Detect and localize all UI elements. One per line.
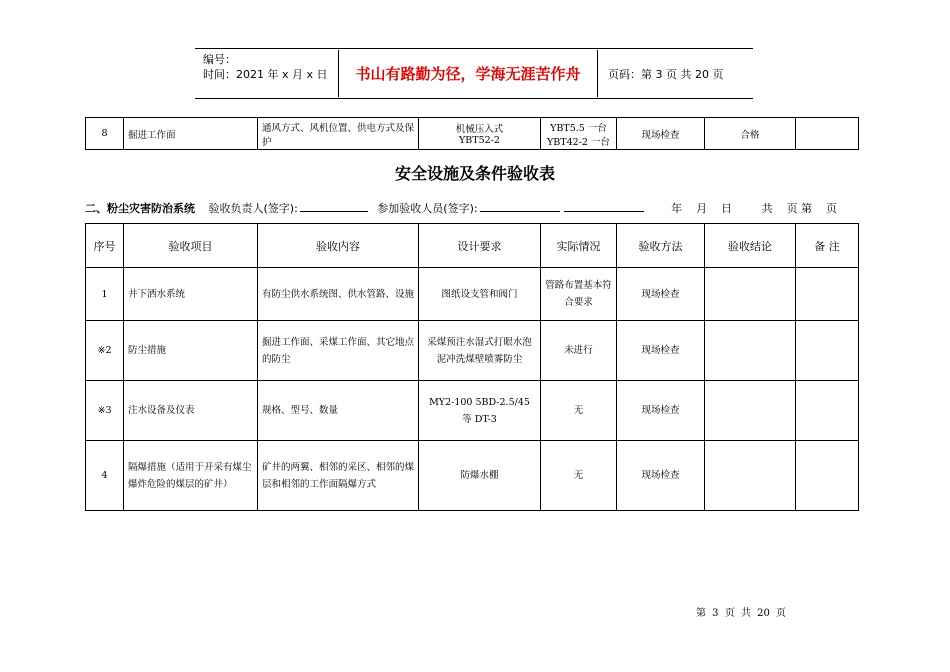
page-header	[195, 48, 753, 99]
row-design: 图纸设支管和阀门	[419, 268, 541, 321]
row-conclusion	[705, 321, 796, 381]
continued-table	[85, 117, 859, 150]
row-number: 8	[86, 118, 124, 150]
row-actual-line1: YBT5.5 一台	[550, 122, 607, 134]
table-row	[86, 268, 859, 321]
row-remark	[796, 118, 859, 150]
col-header-method: 验收方法	[617, 224, 705, 268]
section-heading: 二、粉尘灾害防治系统	[85, 202, 195, 215]
col-header-no: 序号	[86, 224, 124, 268]
col-header-item: 验收项目	[124, 224, 258, 268]
page-title: 安全设施及条件验收表	[394, 164, 555, 183]
section-line	[85, 200, 847, 216]
col-header-content: 验收内容	[258, 224, 419, 268]
row-number: ※2	[86, 321, 124, 381]
row-remark	[796, 441, 859, 511]
motto: 书山有路勤为径，学海无涯苦作舟	[338, 50, 598, 97]
lead-signature-label: 验收负责人(签字):	[208, 202, 298, 215]
page-count-field: 共 页 第 页	[761, 202, 838, 215]
number-label: 编号：	[203, 53, 236, 66]
row-item: 井下洒水系统	[124, 268, 258, 321]
row-design-line2: YBT52-2	[459, 135, 500, 146]
row-content: 规格、型号、数量	[258, 381, 419, 441]
page-footer: 第 3 页 共 20 页	[696, 608, 786, 619]
row-content: 矿井的两翼、相邻的采区、相邻的煤层和相邻的工作面隔爆方式	[258, 441, 419, 511]
row-number: 4	[86, 441, 124, 511]
row-content: 掘进工作面、采煤工作面、其它地点的防尘	[258, 321, 419, 381]
row-number: ※3	[86, 381, 124, 441]
row-design: 采煤预注水湿式打眼水泡泥冲洗煤壁喷雾防尘	[419, 321, 541, 381]
row-remark	[796, 268, 859, 321]
row-design	[419, 118, 541, 150]
row-number: 1	[86, 268, 124, 321]
table-header-row	[86, 224, 859, 268]
time-label: 时间：2021 年 x 月 x 日	[203, 68, 328, 81]
date-field: 年 月 日	[671, 202, 733, 215]
row-remark	[796, 381, 859, 441]
row-conclusion	[705, 441, 796, 511]
row-design: 防爆水棚	[419, 441, 541, 511]
col-header-actual: 实际情况	[541, 224, 617, 268]
row-item: 防尘措施	[124, 321, 258, 381]
col-header-design: 设计要求	[419, 224, 541, 268]
row-conclusion	[705, 381, 796, 441]
header-meta	[203, 52, 328, 82]
row-item: 注水设备及仪表	[124, 381, 258, 441]
row-conclusion: 合格	[705, 118, 796, 150]
row-method: 现场检查	[617, 118, 705, 150]
table-row	[86, 321, 859, 381]
row-actual: 无	[541, 381, 617, 441]
row-design: MY2-100 5BD-2.5/45 等 DT-3	[419, 381, 541, 441]
row-item: 隔爆措施（适用于开采有煤尘爆炸危险的煤层的矿井）	[124, 441, 258, 511]
row-conclusion	[705, 268, 796, 321]
row-remark	[796, 321, 859, 381]
row-method: 现场检查	[617, 441, 705, 511]
row-actual: 未进行	[541, 321, 617, 381]
row-method: 现场检查	[617, 268, 705, 321]
lead-signature-line	[300, 201, 368, 212]
col-header-conclusion: 验收结论	[705, 224, 796, 268]
row-design-line1: 机械压入式	[455, 124, 504, 135]
participants-signature-line	[480, 201, 560, 212]
row-method: 现场检查	[617, 321, 705, 381]
row-actual: 管路布置基本符合要求	[541, 268, 617, 321]
table-row	[86, 441, 859, 511]
row-method: 现场检查	[617, 381, 705, 441]
row-item: 掘进工作面	[124, 118, 258, 150]
row-actual-line2: YBT42-2 一台	[547, 136, 610, 148]
row-content: 有防尘供水系统图、供水管路、设施	[258, 268, 419, 321]
table-row	[86, 381, 859, 441]
row-actual: 无	[541, 441, 617, 511]
row-content: 通风方式、风机位置、供电方式及保护	[258, 118, 419, 150]
row-actual	[541, 118, 617, 150]
table-row	[86, 118, 859, 150]
participants-signature-label: 参加验收人员(签字):	[377, 202, 478, 215]
page-info: 页码：第 3 页 共 20 页	[608, 68, 724, 81]
acceptance-table	[85, 223, 859, 511]
participants-signature-line	[564, 201, 644, 212]
col-header-remark: 备 注	[796, 224, 859, 268]
